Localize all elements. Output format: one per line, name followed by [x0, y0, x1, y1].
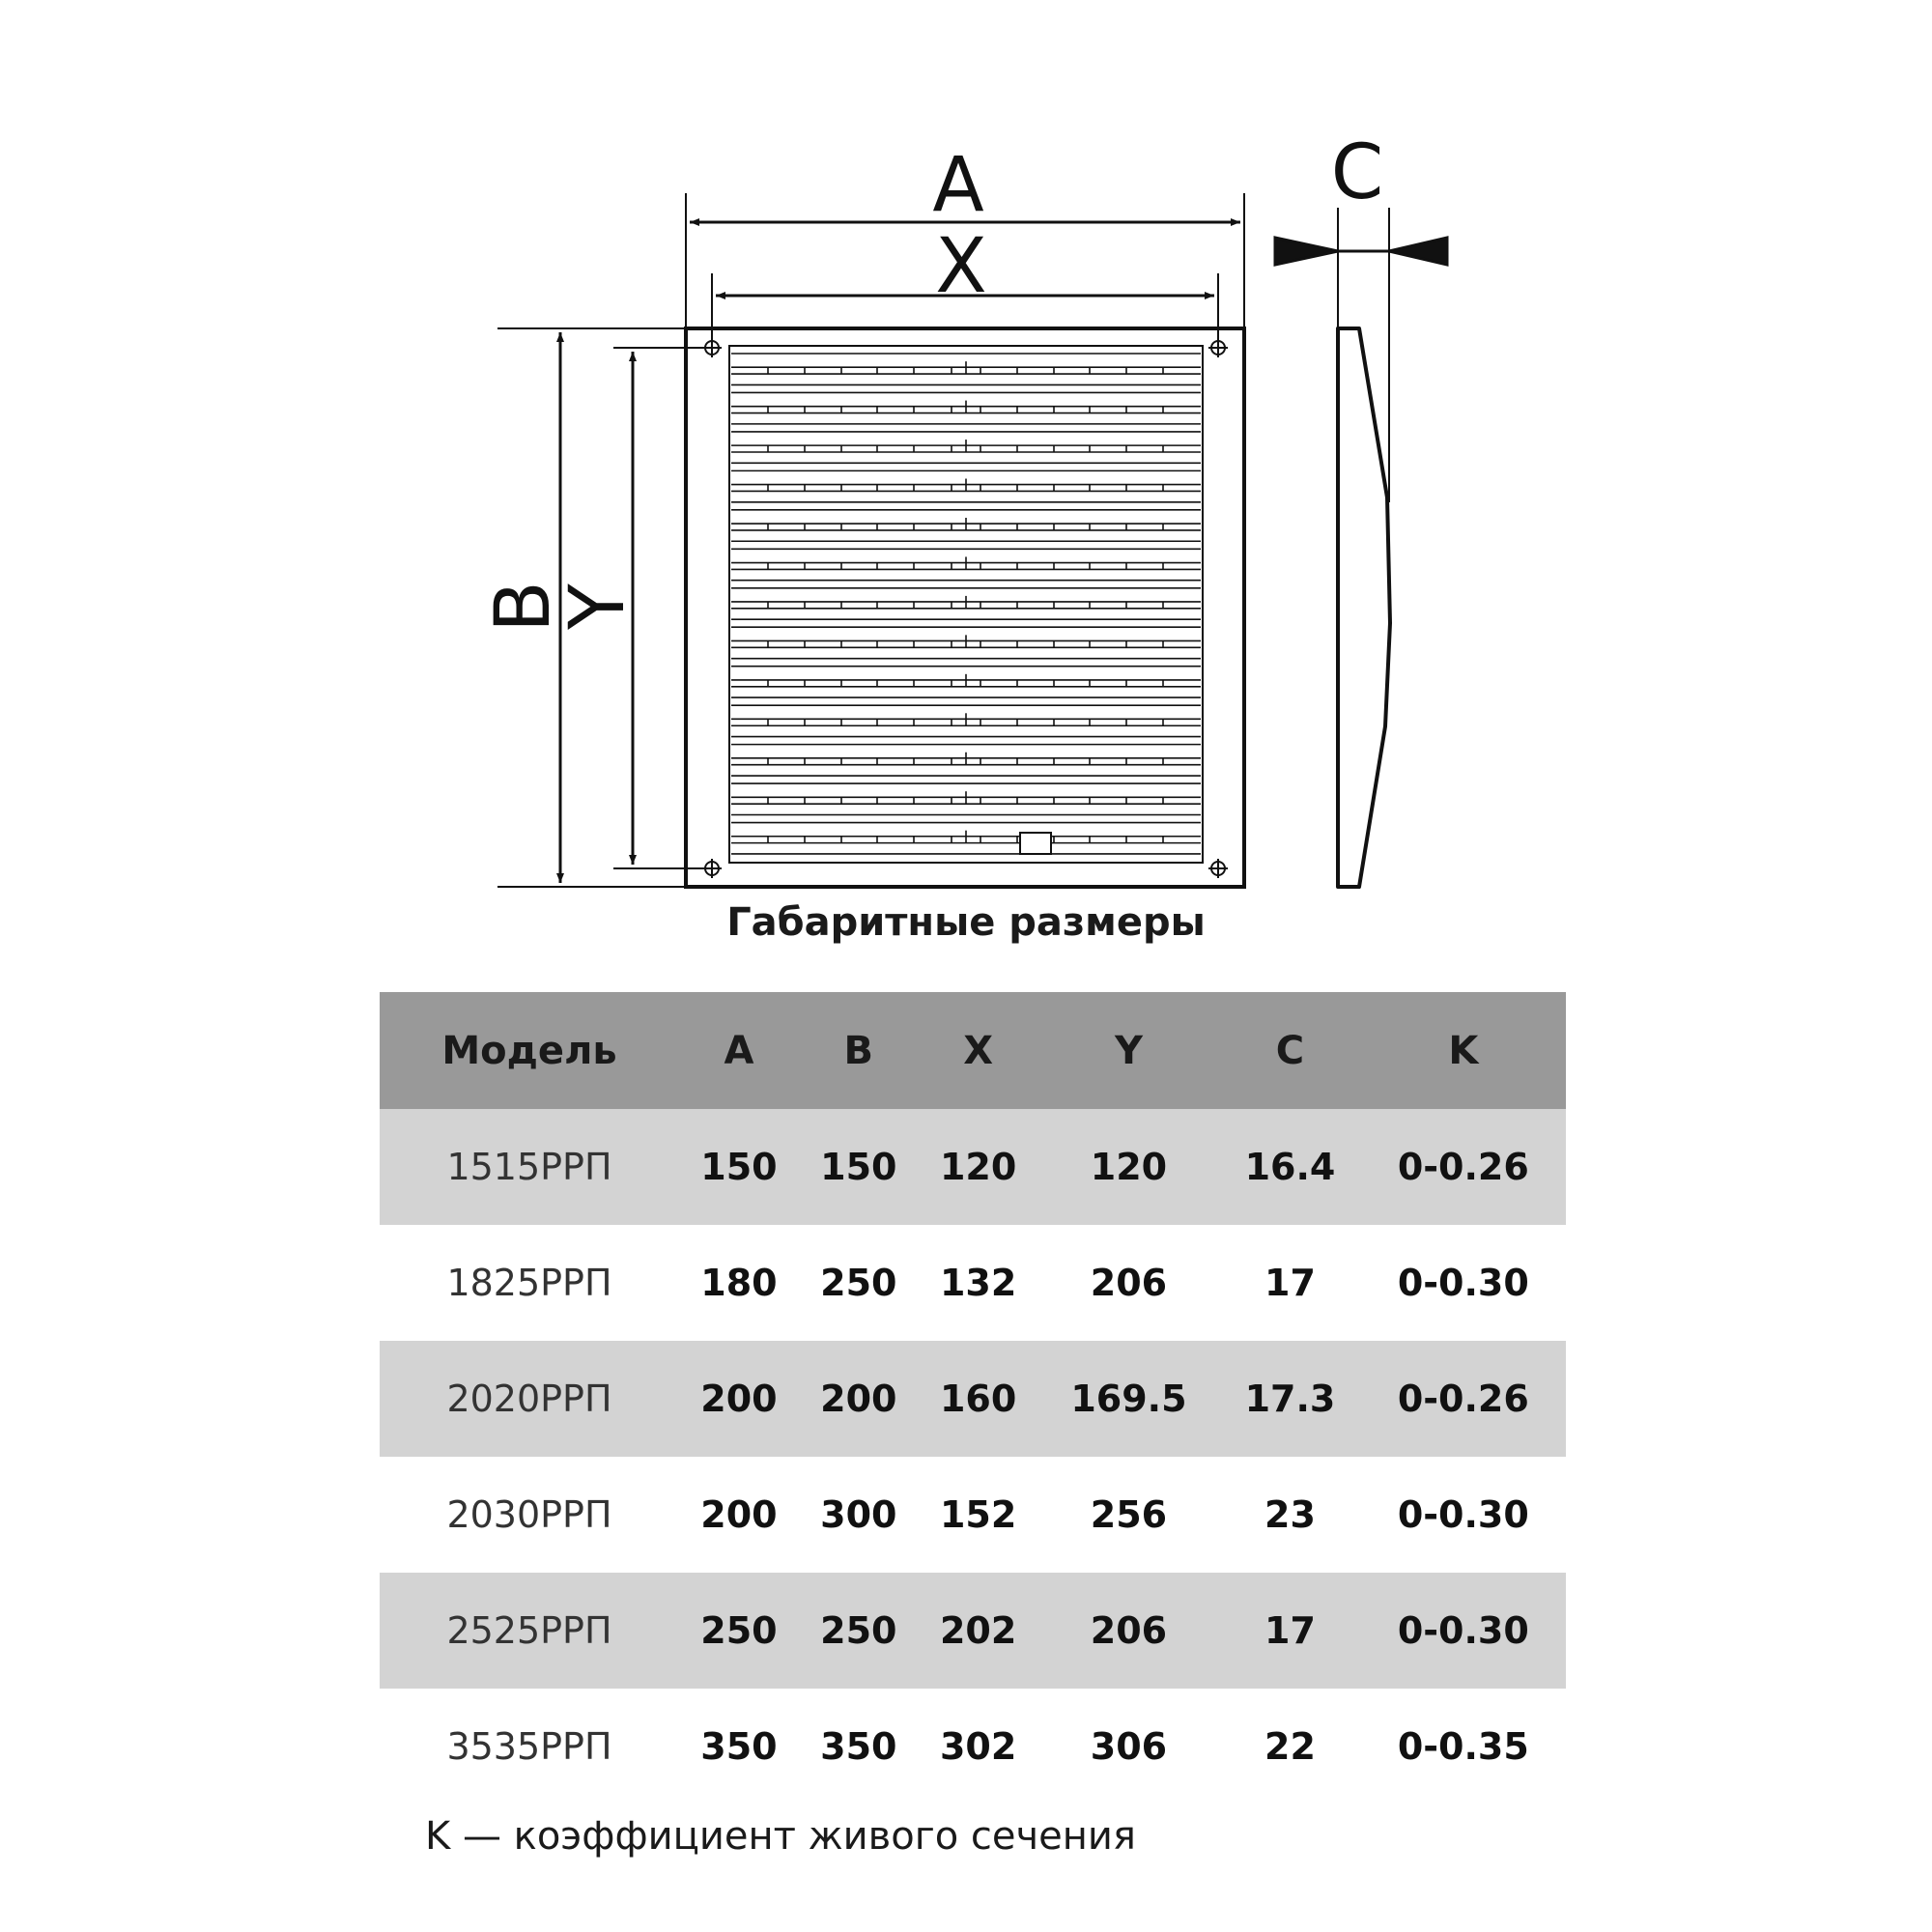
cell-y: 206 — [1090, 1609, 1168, 1652]
cell-model: 2525РРП — [446, 1609, 612, 1652]
cell-k: 0-0.30 — [1397, 1493, 1529, 1536]
cell-c: 16.4 — [1244, 1146, 1336, 1188]
cell-model: 3535РРП — [446, 1725, 612, 1768]
spec-table-header-row — [380, 992, 1566, 1109]
header-y: Y — [1114, 1028, 1143, 1073]
cell-c: 17.3 — [1244, 1378, 1336, 1420]
cell-c: 23 — [1264, 1493, 1316, 1536]
cell-b: 250 — [820, 1262, 897, 1304]
header-b: B — [843, 1028, 874, 1073]
cell-b: 250 — [820, 1609, 897, 1652]
table-row — [380, 1225, 1566, 1341]
cell-x: 120 — [939, 1146, 1017, 1188]
header-model: Модель — [441, 1028, 617, 1073]
cell-x: 302 — [939, 1725, 1017, 1768]
cell-b: 300 — [820, 1493, 897, 1536]
cell-a: 180 — [700, 1262, 778, 1304]
side-profile — [1338, 328, 1390, 887]
cell-k: 0-0.35 — [1397, 1725, 1529, 1768]
header-x: X — [963, 1028, 994, 1073]
grille-slats — [731, 354, 1201, 854]
dim-label-y: Y — [554, 583, 641, 630]
cell-x: 152 — [939, 1493, 1017, 1536]
cell-b: 350 — [820, 1725, 897, 1768]
cell-model: 1515РРП — [446, 1146, 612, 1188]
table-row — [380, 1457, 1566, 1573]
cell-a: 200 — [700, 1378, 778, 1420]
cell-x: 202 — [939, 1609, 1017, 1652]
dim-label-a: A — [932, 142, 984, 229]
cell-c: 17 — [1264, 1609, 1316, 1652]
footnote: K — коэффициент живого сечения — [425, 1814, 1136, 1859]
grille-tab — [1020, 833, 1051, 854]
cell-x: 132 — [939, 1262, 1017, 1304]
cell-k: 0-0.26 — [1397, 1146, 1529, 1188]
table-row — [380, 1341, 1566, 1457]
cell-y: 306 — [1090, 1725, 1168, 1768]
header-c: C — [1275, 1028, 1305, 1073]
cell-model: 2030РРП — [446, 1493, 612, 1536]
cell-a: 200 — [700, 1493, 778, 1536]
table-row — [380, 1689, 1566, 1804]
cell-y: 169.5 — [1070, 1378, 1187, 1420]
grille-outer-frame — [686, 328, 1244, 887]
cell-y: 120 — [1090, 1146, 1168, 1188]
drawing-caption: Габаритные размеры — [726, 900, 1206, 945]
table-row — [380, 1573, 1566, 1689]
dim-label-b: B — [480, 581, 567, 633]
cell-y: 256 — [1090, 1493, 1168, 1536]
cell-model: 1825РРП — [446, 1262, 612, 1304]
cell-a: 150 — [700, 1146, 778, 1188]
cell-x: 160 — [939, 1378, 1017, 1420]
cell-c: 22 — [1264, 1725, 1316, 1768]
cell-y: 206 — [1090, 1262, 1168, 1304]
dim-label-x: X — [935, 223, 987, 310]
cell-a: 350 — [700, 1725, 778, 1768]
dim-label-c: C — [1330, 129, 1384, 216]
cell-model: 2020РРП — [446, 1378, 612, 1420]
dim-c-arrows — [1275, 238, 1447, 265]
table-row — [380, 1109, 1566, 1225]
cell-b: 150 — [820, 1146, 897, 1188]
header-a: A — [724, 1028, 754, 1073]
spec-table — [380, 992, 1566, 1804]
cell-k: 0-0.30 — [1397, 1262, 1529, 1304]
cell-c: 17 — [1264, 1262, 1316, 1304]
cell-b: 200 — [820, 1378, 897, 1420]
cell-k: 0-0.26 — [1397, 1378, 1529, 1420]
cell-a: 250 — [700, 1609, 778, 1652]
header-k: K — [1448, 1028, 1479, 1073]
cell-k: 0-0.30 — [1397, 1609, 1529, 1652]
